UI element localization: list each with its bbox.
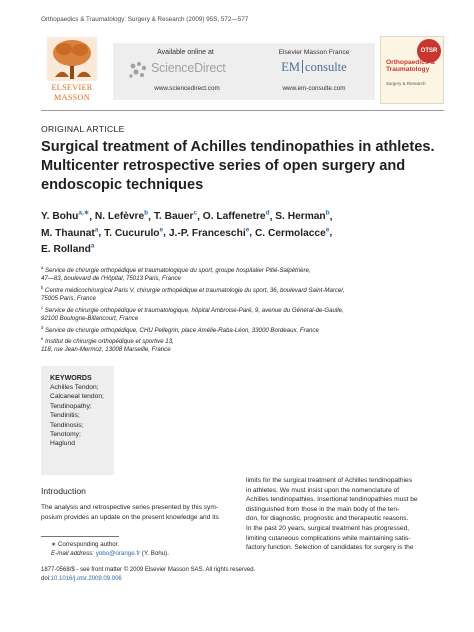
keyword: Tendinosis;	[50, 421, 84, 429]
consulte-wordmark: consulte	[305, 60, 347, 74]
email-link[interactable]: yobo@orange.fr	[95, 549, 141, 557]
cover-title: Orthopaedics & Traumatology	[386, 59, 436, 73]
journal-name: Orthopaedics & Traumatology: Surgery & Research (2009)	[41, 16, 207, 23]
em-consulte-url[interactable]: www.em-consulte.com	[282, 85, 346, 92]
author-list: Y. Bohu$^{a,∗}$, N. Lefèvre$^b$, T. Bauer$^c$, O. Laffenetre$^d$, S. Herman$^b$, M. Thaunat$^a$, T. Cucurulo$^e$, J.-P. Franceschi$^e$, C. Cermolacce$^e$, E. Rolland$^a$	[41, 210, 333, 256]
em-divider	[302, 60, 303, 73]
keyword: Tendinitis;	[50, 412, 80, 420]
author[interactable]: C. Cermolacce$^e$	[254, 226, 330, 239]
otsr-badge: OTSR	[417, 39, 441, 63]
sciencedirect-url[interactable]: www.sciencedirect.com	[154, 85, 220, 92]
keyword: Tendinopathy;	[50, 402, 92, 410]
introduction-heading: Introduction	[41, 486, 86, 496]
online-availability-panel	[113, 43, 375, 100]
article-type: ORIGINAL ARTICLE	[41, 124, 125, 134]
elsevier-tree-icon	[47, 37, 97, 81]
author[interactable]: J.-P. Franceschi$^e$	[168, 226, 250, 239]
keywords-heading: KEYWORDS	[50, 374, 92, 382]
affiliation-e: $^e$ Institut de chirurgie orthopédique et sportive 13, 118, rue Jean-Mermoz, 13008 Marseille, France	[41, 335, 174, 354]
keyword: Calcaneal tendon;	[50, 393, 104, 401]
sciencedirect-logo[interactable]	[127, 60, 239, 82]
em-wordmark: EM	[281, 60, 301, 74]
issn-copyright: 1877-0568/$ - see front matter © 2009 Elsevier Masson SAS. All rights reserved.	[41, 567, 256, 573]
author[interactable]: N. Lefèvre$^b$	[94, 210, 149, 223]
keyword: Achilles Tendon;	[50, 384, 99, 391]
author[interactable]: T. Bauer$^c$	[153, 210, 198, 223]
keywords-box	[41, 366, 114, 475]
sciencedirect-wordmark: ScienceDirect	[151, 61, 226, 75]
article-title: Surgical treatment of Achilles tendinopathies in athletes. Multicenter retrospective series of open surgery and endoscopic techniques	[41, 139, 435, 193]
doi-link[interactable]: 10.1016/j.otsr.2009.09.006	[50, 575, 122, 582]
affiliation-d: $^d$ Service de chirurgie orthopédique, CHU Pellegrin, place Amélie-Raba-Léon, 33000 Bordeaux, France	[41, 324, 319, 334]
available-online-label: Available online at	[157, 49, 214, 56]
volume: 95S	[206, 16, 218, 23]
corresponding-author-label: ∗ Corresponding author.	[51, 541, 120, 548]
cover-subtitle: Surgery & Research	[386, 81, 426, 86]
publisher-name-line2: MASSON	[54, 93, 90, 102]
front-matter-info	[41, 566, 441, 583]
journal-cover-thumbnail[interactable]	[380, 36, 444, 104]
sciencedirect-mark-icon	[127, 60, 149, 80]
author[interactable]: M. Thaunat$^a$	[41, 226, 99, 239]
elsevier-masson-logo[interactable]	[41, 36, 103, 104]
em-consulte-logo[interactable]	[263, 60, 365, 80]
journal-banner	[41, 36, 444, 104]
elsevier-masson-france-label: Elsevier Masson France	[278, 49, 350, 56]
publisher-name-line1: ELSEVIER	[51, 83, 93, 92]
author[interactable]: E. Rolland$^a$	[41, 242, 95, 256]
email-line: E-mail address: yobo@orange.fr (Y. Bohu).	[51, 549, 169, 557]
header-divider	[41, 110, 444, 111]
author[interactable]: S. Herman$^b$	[275, 210, 330, 223]
author[interactable]: T. Cucurulo$^e$	[104, 226, 164, 239]
corresponding-author-footnote	[41, 541, 236, 558]
doi-line: doi:10.1016/j.otsr.2009.09.006	[41, 575, 122, 582]
page-range: , 572—577	[217, 16, 249, 23]
affiliation-a: $^a$ Service de chirurgie orthopédique et traumatologique du sport, groupe hospitalier Pitié-Salpêtrière, 47—83, boulevard de l’Hôpital, 75013 Paris, France	[41, 265, 311, 283]
affiliation-c: $^c$ Service de chirurgie orthopédique et traumatologique, hôpital Ambroise-Paré, 9, avenue du Général-de-Gaulle, 92100 Boulogne-Billancourt, France	[41, 304, 344, 323]
author[interactable]: O. Laffenetre$^d$	[202, 210, 270, 223]
introduction-right-text: limits for the surgical treatment of Achilles tendinopathies in athletes. We must insist upon the nomenclature of Achilles tendinopathies. Insertional tendinopathies must be distinguished from those in the main body of the ten- don, for diagnostic, prognostic and therapeutic reasons. In the past 20 years, surgical treatment has progressed, limiting cutaneous complications while maintaining satis- factory function. Selection of candidates for surgery is the	[246, 477, 418, 552]
affiliation-list	[41, 264, 441, 355]
author[interactable]: Y. Bohu$^{a,∗}$	[41, 210, 90, 223]
introduction-left-text: The analysis and retrospective series presented by this sym- posium provides an update on the present knowledge and its	[41, 504, 219, 521]
footnote-divider	[41, 536, 119, 537]
affiliation-b: $^b$ Centre médicochirurgical Paris V, chirurgie orthopédique et traumatologie du sport, 36, boulevard Saint-Marcel, 75005 Paris, France	[41, 284, 345, 303]
keyword: Haglund	[50, 440, 75, 448]
running-head	[41, 16, 248, 23]
keyword: Tenotomy;	[50, 431, 81, 439]
